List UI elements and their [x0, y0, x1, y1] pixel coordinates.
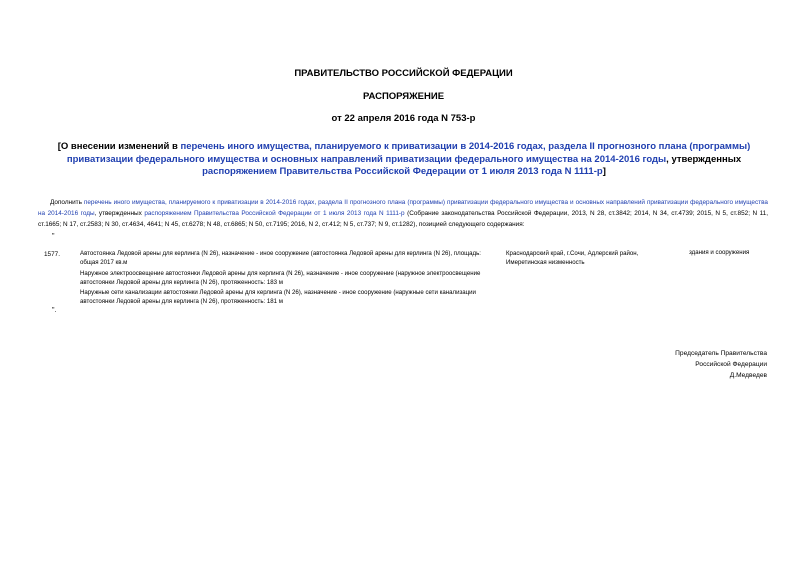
property-location: Краснодарский край, г.Сочи, Адлерский район, Имеретинская низменность: [506, 250, 639, 266]
title-mid: , утвержденных: [666, 153, 742, 165]
row-number: 1577.: [44, 251, 60, 258]
body-link-order[interactable]: распоряжением Правительства Российской Федерации от 1 июля 2013 года N 1111-р: [144, 210, 405, 217]
government-heading: ПРАВИТЕЛЬСТВО РОССИЙСКОЙ ФЕДЕРАЦИИ: [294, 68, 513, 79]
title-link-order[interactable]: распоряжением Правительства Российской Федерации от 1 июля 2013 года N 1111-р: [202, 166, 603, 177]
signer-name: Д.Медведев: [729, 372, 767, 379]
signer-title-line1: Председатель Правительства: [675, 350, 767, 357]
property-item: Наружные сети канализации автостоянки Ледовой арены для керлинга (N 26), назначение - иное сооружение (наружные сети канализации автостоянки Ледовой арены для керлинга (N 26), протяженность: 181 м: [80, 289, 476, 305]
signer-title-line2: Российской Федерации: [695, 361, 767, 368]
document-title: [42, 141, 766, 179]
property-type: здания и сооружения: [689, 249, 750, 256]
close-quote: ".: [52, 307, 57, 314]
body-intro: Дополнить: [50, 199, 84, 206]
body-paragraph: [38, 197, 768, 230]
document-date-number: от 22 апреля 2016 года N 753-р: [331, 113, 476, 124]
title-link-list[interactable]: перечень иного имущества, планируемого к приватизации в 2014-2016 годах, раздела II прогнозного плана (программы) приватизации федерального имущества и основных направлений приватизации федерального имущества на 2014-2016 годы: [66, 141, 751, 165]
body-tail: (Собрание законодательства Российской Федерации, 2013, N 28, ст.3842; 2014, N 34, ст.4739; 2015, N 5, ст.852; N 11, ст.1665; N 17, ст.2583; N 30, ст.4634, 4641; N 45, ст.6278; N 48, ст.6865; N 50, ст.7195; 2016, N 2, ст.412; N 5, ст.737; N 9, ст.1282), позицией следующего содержания:: [38, 210, 768, 228]
property-item: Автостоянка Ледовой арены для керлинга (N 26), назначение - иное сооружение (автостоянка Ледовой арены для керлинга (N 26), площадь: общая 2017 кв.м: [80, 250, 481, 266]
open-quote: ": [52, 233, 55, 240]
title-open: [О внесении изменений в: [57, 141, 181, 152]
property-item: Наружное электроосвещение автостоянки Ледовой арены для керлинга (N 26), назначение - иное сооружение (наружное электроосвещение автостоянки Ледовой арены для керлинга (N 26), протяженность: 183 м: [80, 270, 481, 286]
title-close: ]: [602, 166, 606, 177]
document-type: РАСПОРЯЖЕНИЕ: [362, 91, 445, 102]
body-mid: , утвержденных: [94, 210, 145, 217]
body-link-list[interactable]: перечень иного имущества, планируемого к приватизации в 2014-2016 годах, раздела II прогнозного плана (программы) приватизации федерального имущества и основных направлений приватизации федерального имущества на 2014-2016 годы: [38, 199, 768, 217]
